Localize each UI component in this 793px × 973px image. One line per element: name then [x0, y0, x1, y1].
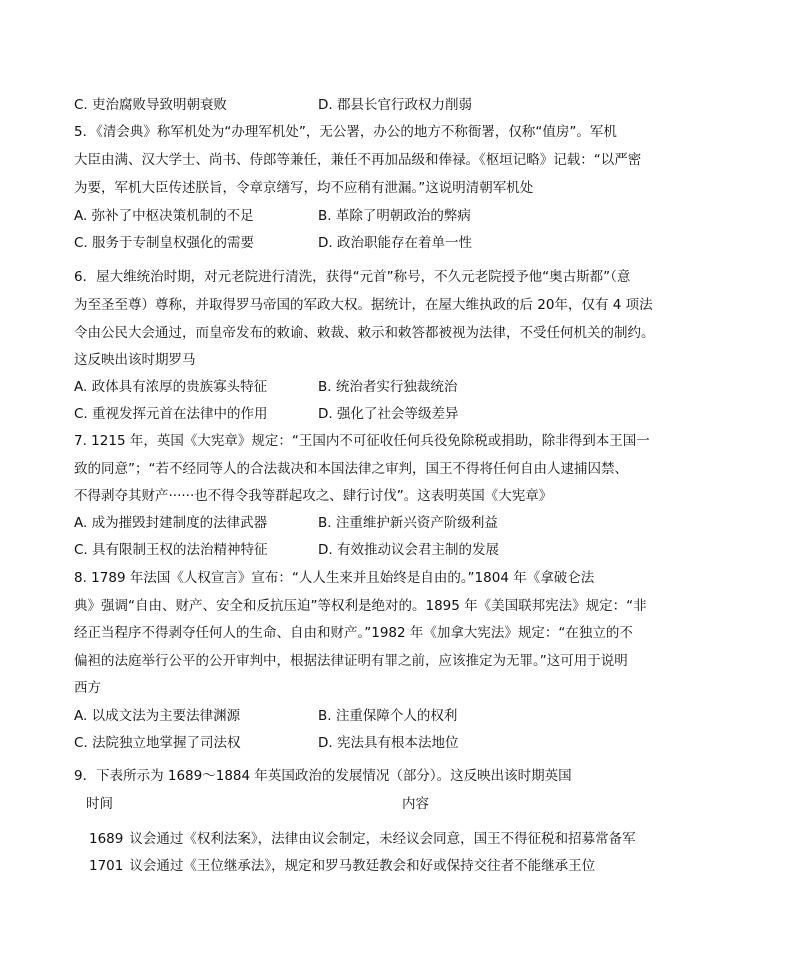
- q5-option-c: C. 服务于专制皇权强化的需要: [74, 235, 255, 251]
- table-cell-content: 议会通过《王位继承法》，规定和罗马教廷教会和好或保持交往者不能继承王位: [129, 858, 596, 874]
- q8-option-b: B. 注重保障个人的权利: [318, 708, 458, 724]
- q8-stem-line-4: 偏袒的法庭举行公平的公开审判中，根据法律证明有罪之前，应该推定为无罪。”这可用于说明: [74, 653, 628, 669]
- q6-option-c: C. 重视发挥元首在法律中的作用: [74, 406, 268, 422]
- q8-stem-line-3: 经正当程序不得剥夺任何人的生命、自由和财产。”1982 年《加拿大宪法》规定：“在独立的不: [74, 625, 633, 641]
- q8-option-a: A. 以成文法为主要法律渊源: [74, 708, 241, 724]
- q7-stem-line-3: 不得剥夺其财产······也不得令我等群起攻之、肆行讨伐”。这表明英国《大宪章》: [74, 488, 553, 504]
- table-header-time: 时间: [86, 796, 113, 812]
- q7-option-c: C. 具有限制王权的法治精神特征: [74, 542, 268, 558]
- q5-stem-line-2: 大臣由满、汉大学士、尚书、侍郎等兼任，兼任不再加品级和俸禄。《枢垣记略》记载：“以严密: [74, 152, 642, 168]
- q8-option-d: D. 宪法具有根本法地位: [318, 735, 459, 751]
- q8-stem-line-5: 西方: [74, 680, 101, 696]
- q7-option-a: A. 成为摧毁封建制度的法律武器: [74, 515, 268, 531]
- q4-option-c: C. 吏治腐败导致明朝衰败: [74, 97, 228, 113]
- q6-option-a: A. 政体具有浓厚的贵族寡头特征: [74, 379, 268, 395]
- table-cell-year: 1689: [89, 831, 124, 847]
- q7-option-d: D. 有效推动议会君主制的发展: [318, 542, 499, 558]
- q5-option-d: D. 政治职能存在着单一性: [318, 235, 472, 251]
- q4-option-d: D. 郡县长官行政权力削弱: [318, 97, 472, 113]
- q5-option-b: B. 革除了明朝政治的弊病: [318, 208, 471, 224]
- q7-stem-line-1: 7. 1215 年，英国《大宪章》规定：“王国内不可征收任何兵役免除税或捐助，除非得到本王国一: [74, 433, 650, 449]
- table-row: [89, 856, 595, 876]
- table-cell-year: 1701: [89, 858, 124, 874]
- q5-stem-line-3: 为要，军机大臣传述朕旨，令章京缮写，均不应稍有泄漏。”这说明清朝军机处: [74, 180, 534, 196]
- q8-stem-line-2: 典》强调“自由、财产、安全和反抗压迫”等权利是绝对的。1895 年《美国联邦宪法》规定：“非: [74, 598, 647, 614]
- q6-stem-line-1: 6．屋大维统治时期，对元老院进行清洗，获得“元首”称号，不久元老院授予他“奥古斯都”（意: [74, 269, 631, 285]
- q6-option-d: D. 强化了社会等级差异: [318, 406, 459, 422]
- q8-stem-line-1: 8. 1789 年法国《人权宣言》宣布：“人人生来并且始终是自由的。”1804 年《拿破仑法: [74, 570, 595, 586]
- q7-option-b: B. 注重维护新兴资产阶级利益: [318, 515, 498, 531]
- table-cell-content: 议会通过《权利法案》，法律由议会制定，未经议会同意，国王不得征税和招募常备军: [129, 831, 636, 847]
- q7-stem-line-2: 致的同意”；“若不经同等人的合法裁决和本国法律之审判，国王不得将任何自由人逮捕囚禁、: [74, 461, 628, 477]
- q9-stem: 9．下表所示为 1689～1884 年英国政治的发展情况（部分）。这反映出该时期英国: [74, 768, 572, 784]
- q6-option-b: B. 统治者实行独裁统治: [318, 379, 458, 395]
- q8-option-c: C. 法院独立地掌握了司法权: [74, 735, 241, 751]
- q6-stem-line-4: 这反映出该时期罗马: [74, 352, 196, 368]
- q6-stem-line-3: 令由公民大会通过，而皇帝发布的敕谕、敕裁、敕示和敕答都被视为法律，不受任何机关的制约。: [74, 325, 655, 341]
- table-row: [89, 829, 636, 849]
- q5-option-a: A. 弥补了中枢决策机制的不足: [74, 208, 254, 224]
- q5-stem-line-1: 5．《清会典》称军机处为“办理军机处”，无公署，办公的地方不称衙署，仅称“值房”。军机: [74, 124, 617, 140]
- q6-stem-line-2: 为至圣至尊）尊称，并取得罗马帝国的军政大权。据统计，在屋大维执政的后 20年，仅有 4 项法: [74, 297, 653, 313]
- table-header-content: 内容: [402, 796, 429, 812]
